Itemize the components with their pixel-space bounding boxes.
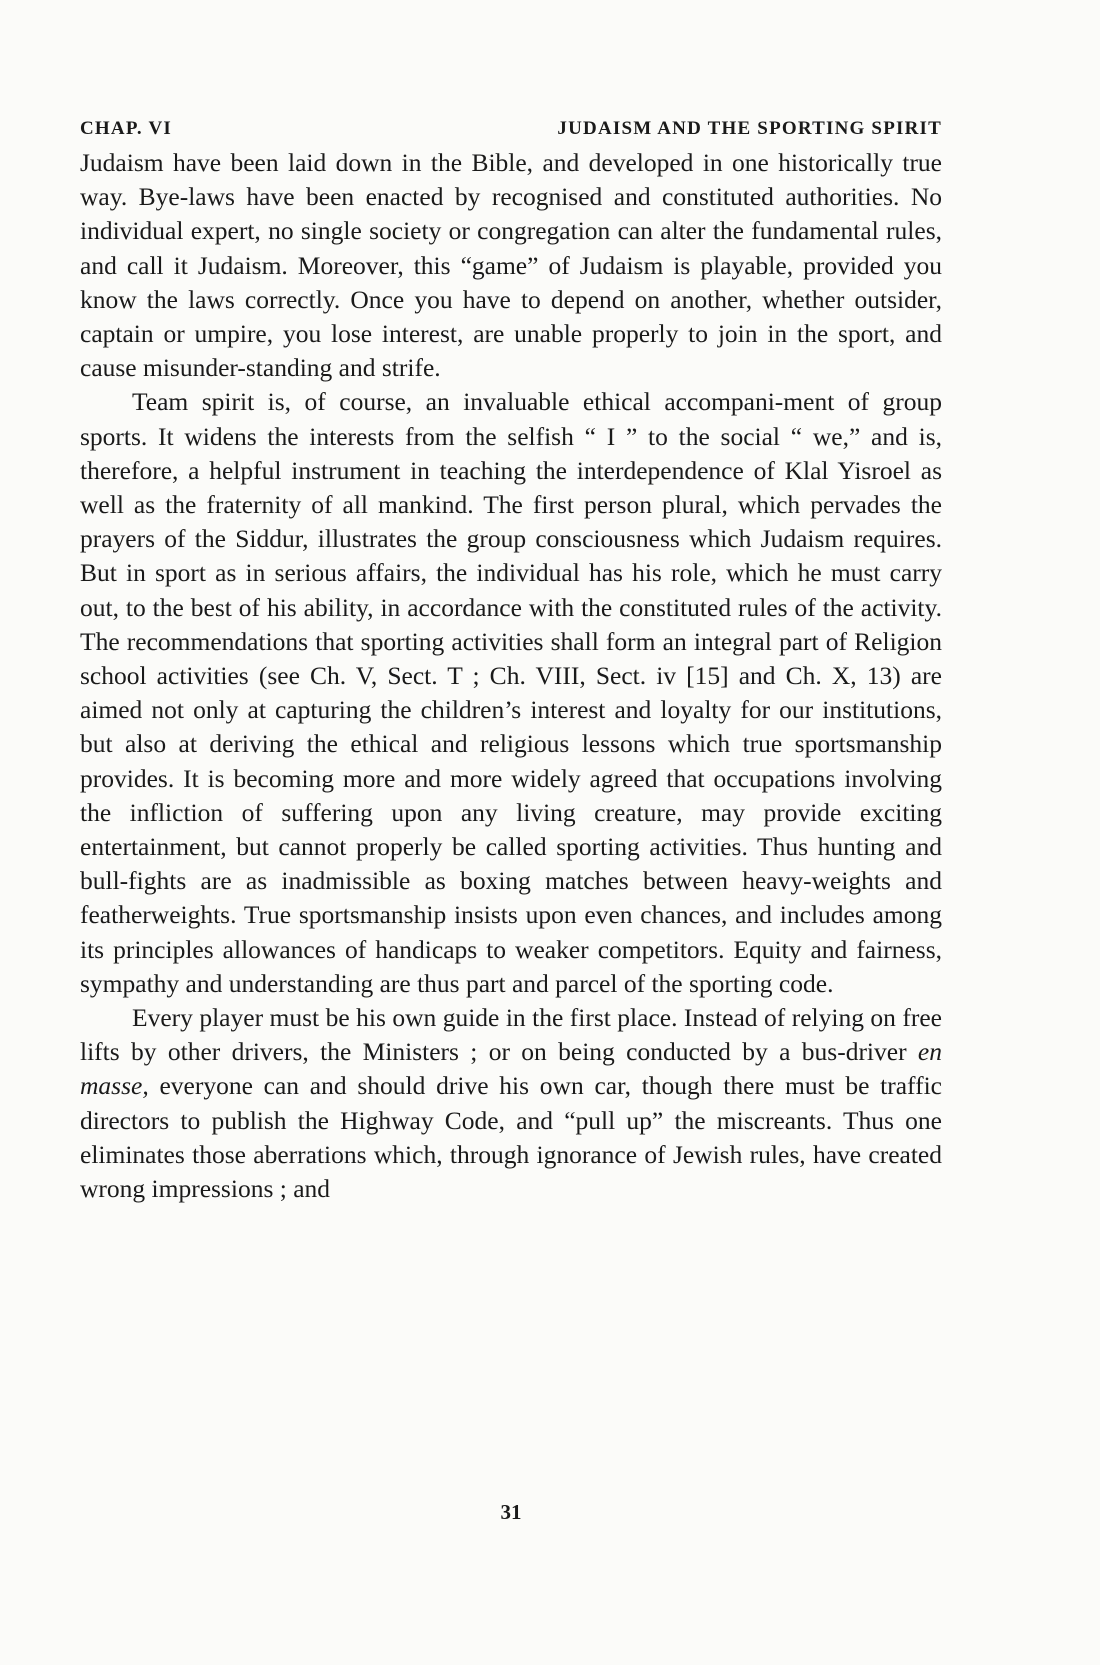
running-head — [80, 112, 942, 146]
paragraph-3-text-b: everyone can and should drive his own car, though there must be traffic directors to publish the Highway Code, and “pull up” the miscreants. Thus one eliminates those aberrations which, through ignorance of Jewish rules, have created wrong impressions ; and — [80, 1071, 942, 1204]
chapter-label: CHAP. VI — [80, 118, 172, 139]
book-page — [80, 112, 942, 1612]
page-number: 31 — [500, 1500, 522, 1524]
paragraph-1: Judaism have been laid down in the Bible, and developed in one historically true way. Bye-laws have been enacted by recognised and constituted authorities. No individual expert, no single society or congregation can alter the fundamental rules, and call it Judaism. Moreover, this “game” of Judaism is playable, provided you know the laws correctly. Once you have to depend on another, whether outsider, captain or umpire, you lose interest, are unable properly to join in the sport, and cause misunder-standing and strife. — [80, 148, 942, 383]
paragraph-3-text-a: Every player must be his own guide in the first place. Instead of relying on free lifts by other drivers, the Ministers ; or on being conducted by a bus-driver — [80, 1003, 942, 1067]
body-text — [80, 146, 942, 1206]
paragraph-3-italic: en masse, — [80, 1037, 942, 1101]
chapter-title: JUDAISM AND THE SPORTING SPIRIT — [557, 118, 942, 139]
paragraph-3 — [80, 1001, 942, 1206]
paragraph-2: Team spirit is, of course, an invaluable ethical accompani-ment of group sports. It widens the interests from the selfish “ I ” to the social “ we,” and is, therefore, a helpful instrument in teaching the interdependence of Klal Yisroel as well as the fraternity of all mankind. The first person plural, which pervades the prayers of the Siddur, illustrates the group consciousness which Judaism requires. But in sport as in serious affairs, the individual has his role, which he must carry out, to the best of his ability, in accordance with the constituted rules of the activity. The recommendations that sporting activities shall form an integral part of Religion school activities (see Ch. V, Sect. T ; Ch. VIII, Sect. iv [15] and Ch. X, 13) are aimed not only at capturing the children’s interest and loyalty for our institutions, but also at deriving the ethical and religious lessons which true sportsmanship provides. It is becoming more and more widely agreed that occupations involving the infliction of suffering upon any living creature, may provide exciting entertainment, but cannot properly be called sporting activities. Thus hunting and bull-fights are as inadmissible as boxing matches between heavy-weights and featherweights. True sportsmanship insists upon even chances, and includes among its principles allowances of handicaps to weaker competitors. Equity and fairness, sympathy and understanding are thus part and parcel of the sporting code. — [80, 387, 942, 998]
